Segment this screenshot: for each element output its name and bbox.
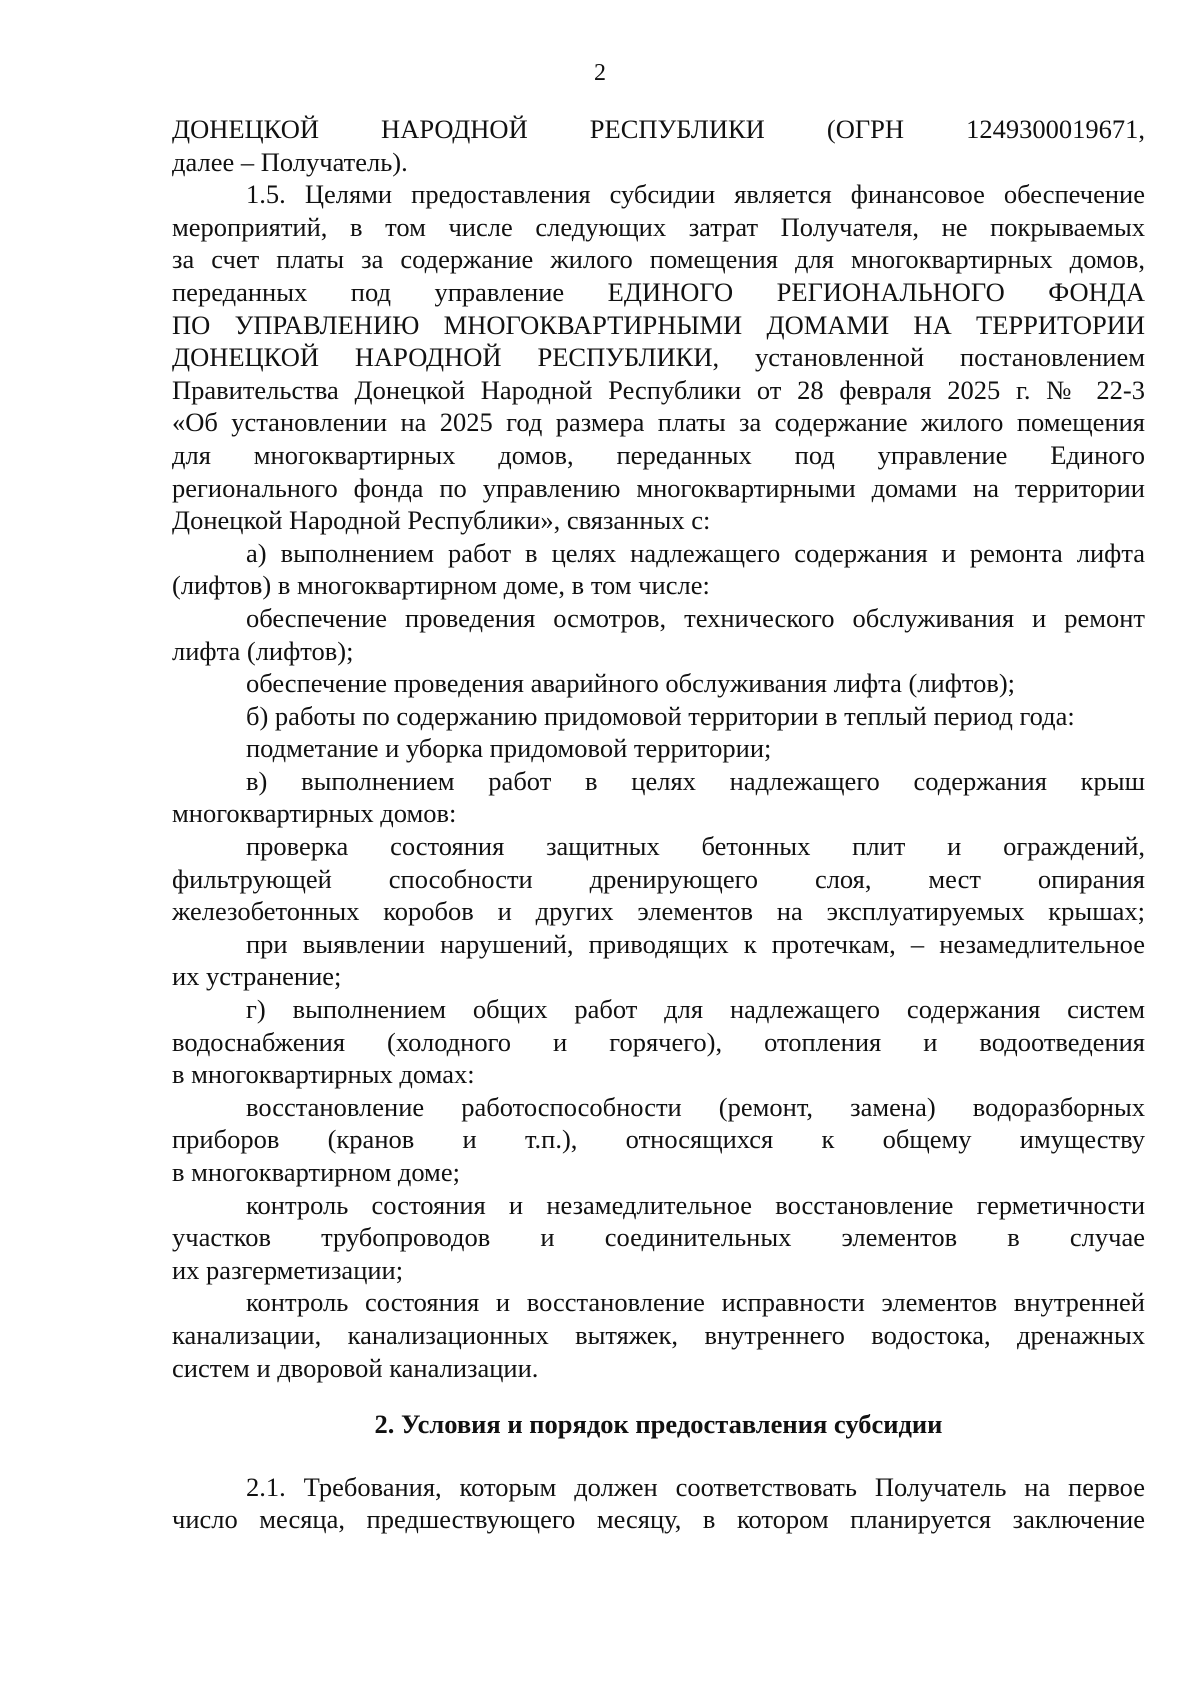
text-line: лифта (лифтов); xyxy=(172,635,354,666)
text-line: обеспечение проведения осмотров, технического обслуживания и ремонт xyxy=(246,602,1145,633)
text-line: канализации, канализационных вытяжек, внутреннего водостока, дренажных xyxy=(172,1319,1145,1350)
text-line: регионального фонда по управлению многоквартирными домами на территории xyxy=(172,472,1145,503)
list-item-b: б) работы по содержанию придомовой территории в теплый период года: xyxy=(246,700,1075,731)
text-line: далее – Получатель). xyxy=(172,146,408,177)
text-line: восстановление работоспособности (ремонт, замена) водоразборных xyxy=(246,1091,1145,1122)
text-line: для многоквартирных домов, переданных под управление Единого xyxy=(172,439,1145,470)
text-line: контроль состояния и незамедлительное восстановление герметичности xyxy=(246,1189,1145,1220)
list-item-g: г) выполнением общих работ для надлежащего содержания систем xyxy=(246,994,1145,1025)
text-line: контроль состояния и восстановление исправности элементов внутренней xyxy=(246,1287,1145,1318)
text-line: проверка состояния защитных бетонных плит и ограждений, xyxy=(246,831,1145,862)
text-line: фильтрующей способности дренирующего слоя, мест опирания xyxy=(172,863,1145,894)
text-line: ПО УПРАВЛЕНИЮ МНОГОКВАРТИРНЫМИ ДОМАМИ НА ТЕРРИТОРИИ xyxy=(172,309,1145,340)
text-line: железобетонных коробов и других элементов на эксплуатируемых крышах; xyxy=(172,896,1145,927)
paragraph-1-5: 1.5. Целями предоставления субсидии является финансовое обеспечение xyxy=(246,179,1145,210)
text-line: систем и дворовой канализации. xyxy=(172,1352,539,1383)
text-line: в многоквартирном доме; xyxy=(172,1157,460,1187)
text-line: при выявлении нарушений, приводящих к протечкам, – незамедлительное xyxy=(246,928,1145,959)
text-line: мероприятий, в том числе следующих затрат Получателя, не покрываемых xyxy=(172,211,1145,242)
section-heading: 2. Условия и порядок предоставления субсидии xyxy=(374,1409,943,1440)
text-line: Правительства Донецкой Народной Республики от 28 февраля 2025 г. № 22-3 xyxy=(172,374,1145,405)
text-line: приборов (кранов и т.п.), относящихся к общему имуществу xyxy=(172,1124,1145,1155)
page-number: 2 xyxy=(594,60,606,86)
text-line: обеспечение проведения аварийного обслуживания лифта (лифтов); xyxy=(246,668,1016,699)
text-line: подметание и уборка придомовой территории; xyxy=(246,733,772,764)
text-line: (лифтов) в многоквартирном доме, в том числе: xyxy=(172,570,710,601)
text-line: участков трубопроводов и соединительных элементов в случае xyxy=(172,1222,1145,1253)
text-line: число месяца, предшествующего месяцу, в котором планируется заключение xyxy=(172,1504,1145,1535)
list-item-a: а) выполнением работ в целях надлежащего содержания и ремонта лифта xyxy=(246,537,1145,568)
text-line: их устранение; xyxy=(172,961,342,992)
document-body xyxy=(172,113,1145,1536)
text-line: «Об установлении на 2025 год размера платы за содержание жилого помещения xyxy=(172,407,1145,438)
text-line: ДОНЕЦКОЙ НАРОДНОЙ РЕСПУБЛИКИ, установленной постановлением xyxy=(172,342,1145,373)
text-line: за счет платы за содержание жилого помещения для многоквартирных домов, xyxy=(172,244,1145,275)
text-line: ДОНЕЦКОЙ НАРОДНОЙ РЕСПУБЛИКИ (ОГРН 1249300019671, xyxy=(172,114,1145,144)
text-line: водоснабжения (холодного и горячего), отопления и водоотведения xyxy=(172,1026,1145,1057)
text-line: переданных под управление ЕДИНОГО РЕГИОНАЛЬНОГО ФОНДА xyxy=(172,276,1145,307)
text-line: в многоквартирных домах: xyxy=(172,1059,475,1090)
paragraph-2-1: 2.1. Требования, которым должен соответствовать Получатель на первое xyxy=(246,1471,1145,1502)
list-item-v: в) выполнением работ в целях надлежащего содержания крыш xyxy=(246,765,1145,796)
text-line: многоквартирных домов: xyxy=(172,798,457,829)
text-line: их разгерметизации; xyxy=(172,1254,404,1285)
text-line: Донецкой Народной Республики», связанных с: xyxy=(172,505,711,536)
